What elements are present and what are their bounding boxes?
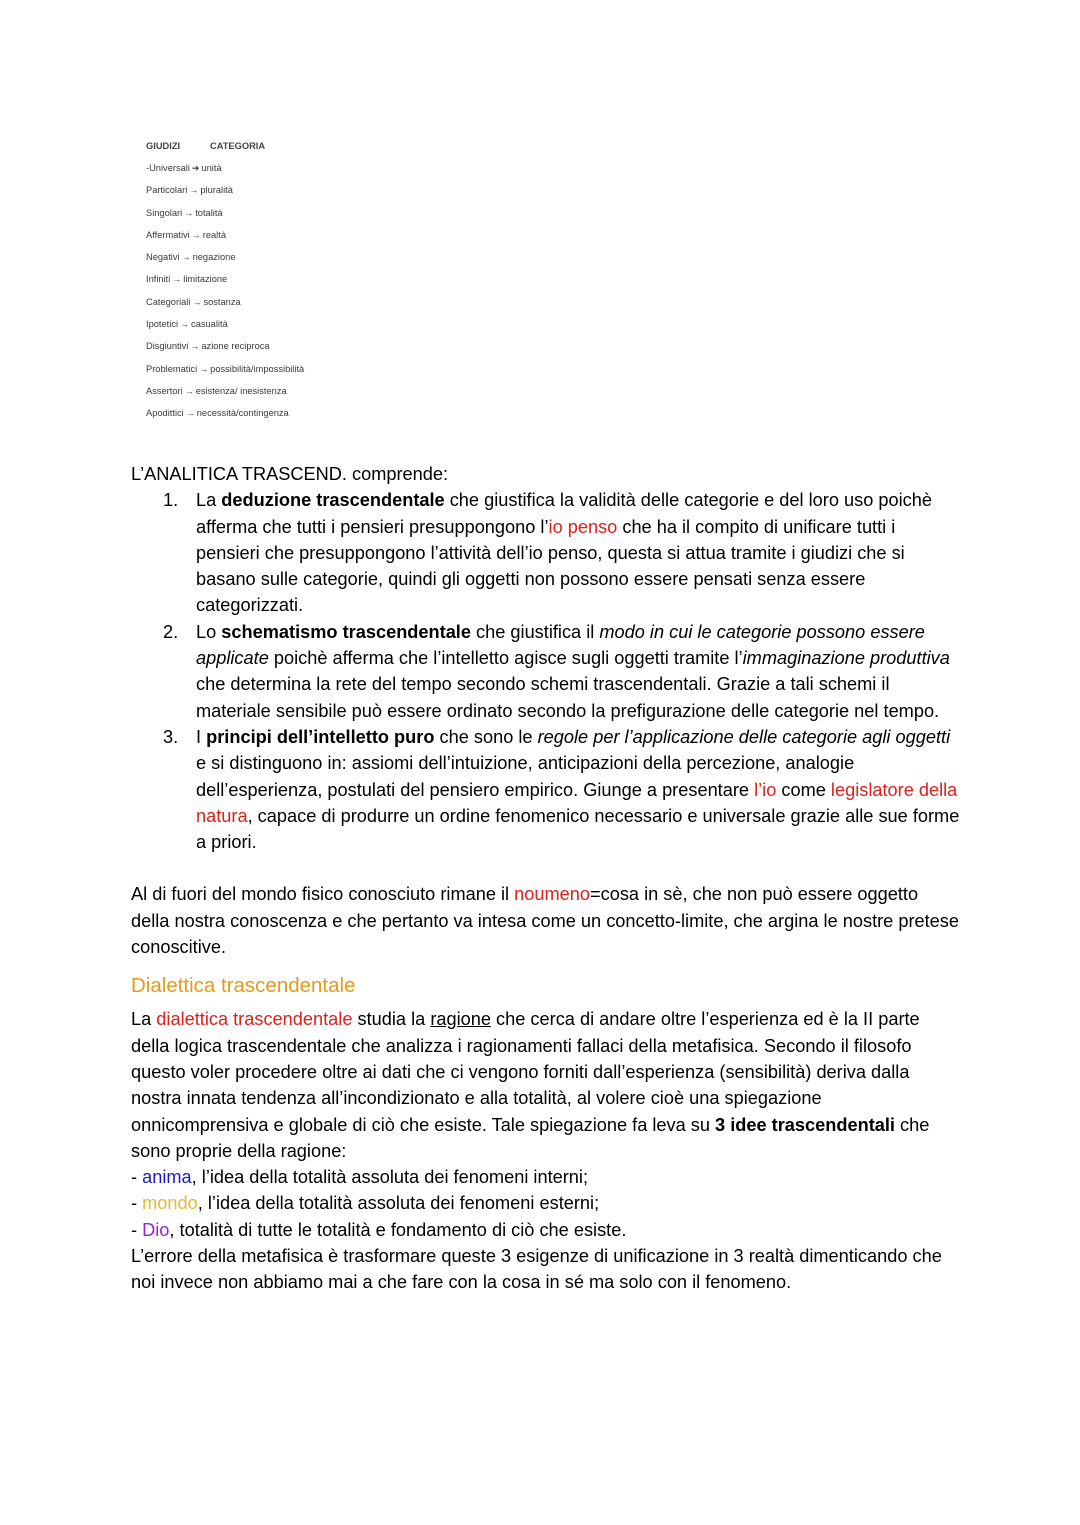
table-row (146, 250, 366, 272)
judgment-cell: Affermativi (146, 229, 190, 240)
text: , l’idea della totalità assoluta dei fenomeni esterni; (197, 1193, 600, 1214)
text: che sono proprie della ragione: (131, 1114, 930, 1161)
arrow-right-icon: → (189, 185, 199, 196)
highlight-legislatore: legislatore della natura (196, 779, 958, 826)
arrow-right-icon: → (184, 385, 194, 396)
text: che determina la rete del tempo secondo schemi trascendentali. Grazie a tali schemi il materiale sensibile può essere ordinato secondo la prefigurazione delle categorie nel tempo. (196, 674, 940, 721)
highlight-io: l’io (754, 779, 777, 800)
list-item-principi (131, 724, 961, 855)
table-row (146, 228, 366, 250)
analitica-intro: L’ANALITICA TRASCEND. comprende: (131, 464, 449, 484)
text: Lo (196, 621, 222, 642)
list-number: 1. (163, 490, 179, 511)
category-cell: limitazione (183, 274, 228, 285)
category-cell: esistenza/ inesistenza (195, 385, 287, 396)
judgment-cell: Negativi (146, 252, 180, 263)
judgment-cell: -Universali (146, 163, 190, 173)
highlight-noumeno: noumeno (514, 884, 590, 905)
header-categoria: CATEGORIA (210, 141, 266, 151)
text: La (131, 1009, 157, 1030)
idea-mondo (131, 1190, 961, 1216)
dialettica-paragraph (131, 1006, 961, 1164)
table-row (146, 272, 366, 294)
italic-phrase: modo in cui le categorie possono essere applicate (196, 621, 925, 669)
arrow-right-icon: → (192, 296, 202, 307)
section-heading-dialettica: Dialettica trascendentale (131, 974, 356, 998)
text: poichè afferma che l’intelletto agisce sugli oggetti tramite l’ (268, 648, 743, 669)
arrow-right-icon: → (185, 408, 195, 419)
arrow-right-icon: → (199, 363, 209, 374)
table-row (146, 362, 366, 384)
arrow-right-icon: → (181, 252, 191, 263)
arrow-right-icon: → (190, 341, 200, 352)
italic-phrase: immaginazione produttiva (742, 648, 950, 669)
text: che giustifica il (470, 621, 600, 642)
term-deduzione: deduzione trascendentale (221, 490, 445, 511)
table-row (146, 406, 366, 428)
category-cell: totalità (195, 207, 223, 218)
document-body (131, 461, 961, 1296)
header-giudizi: GIUDIZI (146, 141, 181, 151)
arrow-right-icon: ➔ (191, 163, 200, 173)
highlight-io-penso: io penso (548, 516, 618, 537)
category-cell: realtà (202, 229, 227, 240)
highlight-dialettica: dialettica trascendentale (156, 1009, 353, 1030)
list-number: 3. (163, 726, 179, 747)
dash: - (131, 1167, 143, 1188)
arrow-right-icon: → (172, 274, 182, 285)
text: La (196, 490, 222, 511)
judgment-cell: Apodittici (146, 408, 184, 419)
term-principi: principi dell’intelletto puro (206, 726, 435, 747)
dash: - (131, 1193, 143, 1214)
category-cell: sostanza (203, 296, 241, 307)
text: I (196, 726, 207, 747)
text: come (776, 779, 831, 800)
idea-anima (131, 1164, 961, 1190)
text: e si distinguono in: assiomi dell’intuizione, anticipazioni della percezione, analogie dell’esperienza, postulati del pensiero empirico. Giunge a presentare (196, 753, 855, 800)
highlight-anima: anima (142, 1167, 192, 1188)
list-item-deduzione (131, 487, 961, 618)
text: che giustifica la validità delle categorie e del loro uso poichè afferma che tutti i pensieri presuppongono l’ (196, 490, 932, 537)
underlined-ragione: ragione (430, 1009, 491, 1030)
judgments-categories-table (146, 139, 366, 429)
text: che ha il compito di unificare tutti i pensieri che presuppongono l’attività dell’io penso, questa si attua tramite i giudizi che si basano sulle categorie, quindi gli oggetti non possono essere pensati senza essere categorizzati. (196, 516, 905, 616)
term-schematismo: schematismo trascendentale (221, 621, 471, 642)
category-cell: casualità (191, 319, 228, 330)
category-cell: azione reciproca (201, 341, 270, 352)
category-cell: pluralità (200, 185, 233, 196)
judgment-cell: Infiniti (146, 274, 171, 285)
judgment-cell: Ipotetici (146, 319, 179, 330)
text: , totalità di tutte le totalità e fondamento di ciò che esiste. (169, 1219, 627, 1240)
judgment-cell: Disgiuntivi (146, 341, 189, 352)
table-row (146, 295, 366, 317)
table-row (146, 384, 366, 406)
analitica-list (131, 487, 961, 855)
category-cell: negazione (192, 252, 236, 263)
judgment-cell: Assertori (146, 385, 183, 396)
text: che cerca di andare oltre l’esperienza ed è la II parte della logica trascendentale che analizza i ragionamenti fallaci della metafisica. Secondo il filosofo questo voler procedere oltre ai dati che ci vengono forniti dall’esperienza (sensibilità) deriva dalla nostra innata tendenza all’incondizionato e alla totalità, al volere cioè una spiegazione onnicomprensiva e globale di ciò che esiste. Tale spiegazione fa leva su (131, 1009, 920, 1135)
judgment-cell: Problematici (146, 363, 198, 374)
table-row (146, 206, 366, 228)
text: studia la (352, 1009, 431, 1030)
list-item-schematismo (131, 619, 961, 724)
judgment-cell: Singolari (146, 207, 183, 218)
text: , l’idea della totalità assoluta dei fenomeni interni; (191, 1167, 588, 1188)
table-row (146, 161, 366, 183)
list-number: 2. (163, 621, 179, 642)
noumeno-paragraph (131, 881, 961, 960)
highlight-mondo: mondo (142, 1193, 198, 1214)
term-idee: 3 idee trascendentali (715, 1114, 895, 1135)
category-cell: unità (201, 163, 222, 173)
table-rows (146, 161, 366, 429)
category-cell: possibilità/impossibilità (210, 363, 305, 374)
arrow-right-icon: → (184, 207, 194, 218)
closing-paragraph: L’errore della metafisica è trasformare queste 3 esigenze di unificazione in 3 realtà dimenticando che noi invece non abbiamo mai a che fare con la cosa in sé ma solo con il fenomeno. (131, 1246, 942, 1293)
judgment-cell: Categoriali (146, 296, 191, 307)
arrow-right-icon: → (191, 229, 201, 240)
arrow-right-icon: → (180, 319, 190, 330)
italic-phrase: regole per l’applicazione delle categorie agli oggetti (537, 726, 951, 747)
category-cell: necessità/contingenza (196, 408, 289, 419)
highlight-dio: Dio (142, 1219, 170, 1240)
idea-dio (131, 1217, 961, 1243)
text: che sono le (434, 726, 538, 747)
text: Al di fuori del mondo fisico conosciuto rimane il (131, 884, 515, 905)
table-row (146, 317, 366, 339)
spacer (131, 855, 961, 881)
text: , capace di produrre un ordine fenomenico necessario e universale grazie alle sue forme a priori. (196, 805, 960, 853)
table-row (146, 339, 366, 361)
table-header (146, 139, 366, 153)
table-row (146, 183, 366, 205)
judgment-cell: Particolari (146, 185, 188, 196)
dash: - (131, 1219, 143, 1240)
text: =cosa in sè, che non può essere oggetto della nostra conoscenza e che pertanto va intesa come un concetto-limite, che argina le nostre pretese conoscitive. (131, 884, 960, 958)
